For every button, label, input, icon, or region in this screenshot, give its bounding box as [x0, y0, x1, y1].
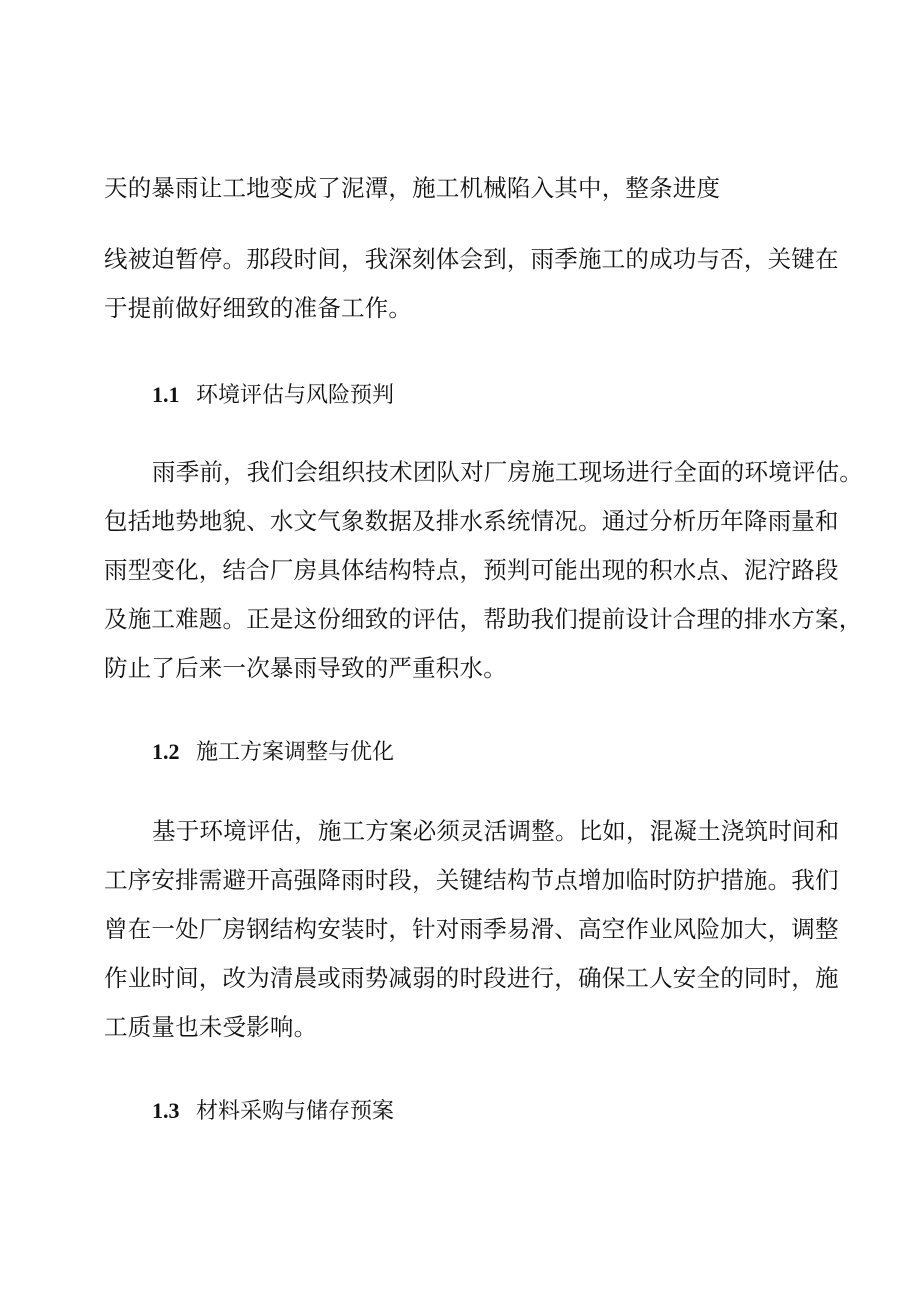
intro-line-1: 天的暴雨让工地变成了泥潭，施工机械陷入其中，整条进度 [104, 174, 721, 202]
section-1-1-line-2: 包括地势地貌、水文气象数据及排水系统情况。通过分析历年降雨量和 [104, 507, 839, 535]
section-1-2-line-2: 工序安排需避开高强降雨时段，关键结构节点增加临时防护措施。我们 [104, 866, 839, 894]
section-1-2-line-1: 基于环境评估，施工方案必须灵活调整。比如，混凝土浇筑时间和 [152, 817, 840, 845]
section-number: 1.3 [152, 1098, 180, 1123]
section-title: 施工方案调整与优化 [196, 740, 395, 765]
section-heading-1-2 [152, 737, 394, 768]
section-title: 环境评估与风险预判 [196, 383, 395, 408]
section-heading-1-3 [152, 1096, 394, 1127]
section-number: 1.1 [152, 382, 180, 407]
intro-line-3: 于提前做好细致的准备工作。 [104, 294, 413, 322]
section-1-1-line-4: 及施工难题。正是这份细致的评估，帮助我们提前设计合理的排水方案， [104, 605, 863, 633]
section-heading-1-1 [152, 380, 394, 411]
section-title: 材料采购与储存预案 [196, 1099, 395, 1124]
section-1-1-line-3: 雨型变化，结合厂房具体结构特点，预判可能出现的积水点、泥泞路段 [104, 556, 839, 584]
intro-line-2: 线被迫暂停。那段时间，我深刻体会到，雨季施工的成功与否，关键在 [104, 245, 839, 273]
section-1-1-line-1: 雨季前，我们会组织技术团队对厂房施工现场进行全面的环境评估。 [152, 458, 863, 486]
section-1-1-line-5: 防止了后来一次暴雨导致的严重积水。 [104, 654, 507, 682]
section-1-2-line-5: 工质量也未受影响。 [104, 1013, 318, 1041]
section-1-2-line-4: 作业时间，改为清晨或雨势减弱的时段进行，确保工人安全的同时，施 [104, 964, 839, 992]
section-1-2-line-3: 曾在一处厂房钢结构安装时，针对雨季易滑、高空作业风险加大，调整 [104, 915, 839, 943]
section-number: 1.2 [152, 739, 180, 764]
